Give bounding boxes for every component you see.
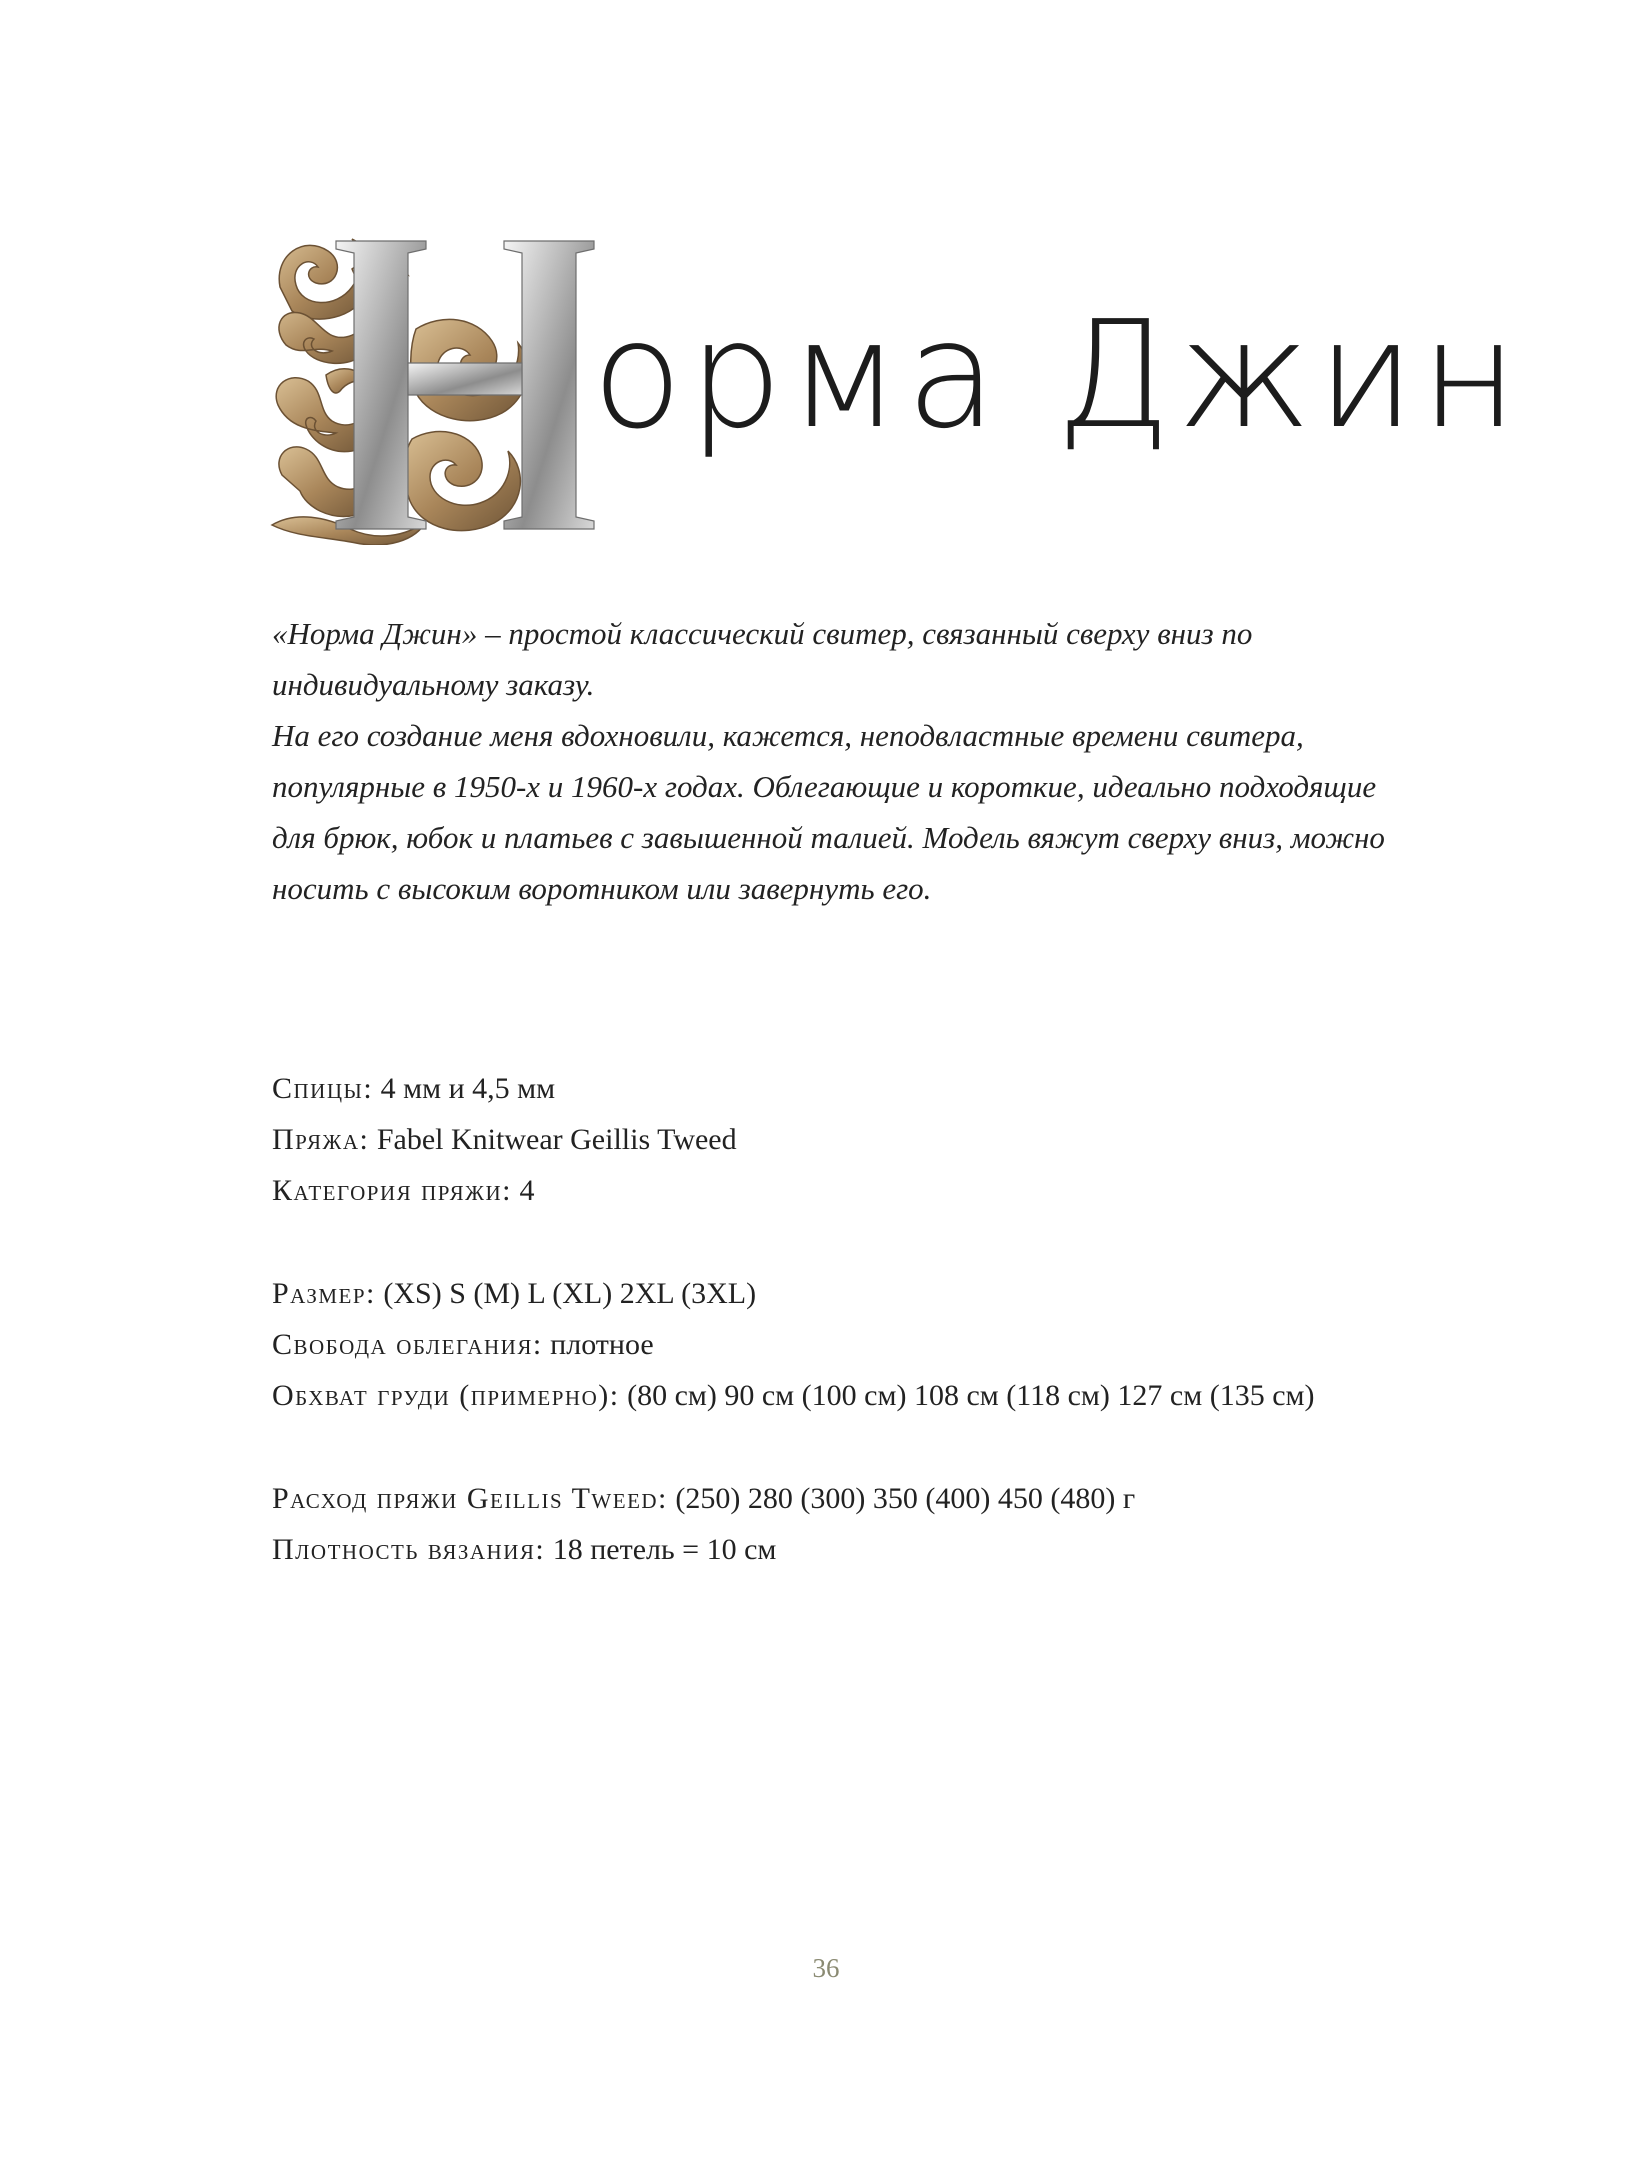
spec-value: (250) 280 (300) 350 (400) 450 (480) г [675,1482,1136,1515]
spec-fit [272,1319,1402,1370]
spec-yarn-category [272,1165,1402,1216]
spec-value: Fabel Knitwear Geillis Tweed [376,1123,737,1156]
page-number: 36 [812,1953,840,1983]
intro-paragraph: На его создание меня вдохновили, кажется, неподвластные времени свитера, популярные в 1950-х и 1960-х годах. Облегающие и короткие, идеально подходящие для брюк, юбок и платьев с завышенной талией. Модель вяжут сверху вниз, можно носить с высоким воротником или завернуть его. [272,718,1385,906]
spec-value: 4 мм и 4,5 мм [380,1072,556,1105]
spec-label: Плотность вязания: [272,1533,546,1566]
spec-chest [272,1370,1402,1421]
spec-needles [272,1063,1402,1114]
spec-value: плотное [550,1328,654,1361]
spec-value: 18 петель = 10 см [552,1533,777,1566]
spec-group-sizing [272,1268,1402,1421]
ornament-icon [266,225,611,545]
spec-gauge [272,1524,1402,1575]
pattern-specs [272,1063,1402,1627]
spec-label: Свобода облегания: [272,1328,543,1361]
spec-label: Размер: [272,1277,376,1310]
spec-label: Обхват груди (примерно): [272,1379,620,1412]
spec-label: Категория пряжи: [272,1174,512,1207]
spec-size [272,1268,1402,1319]
spec-value: (XS) S (M) L (XL) 2XL (3XL) [383,1277,757,1310]
page-title [266,225,1524,545]
spec-label: Пряжа: [272,1123,370,1156]
spec-label: Расход пряжи Geillis Tweed: [272,1482,668,1515]
spec-value: (80 см) 90 см (100 см) 108 см (118 см) 127 см (135 см) [627,1379,1315,1412]
spec-value: 4 [519,1174,535,1207]
spec-label: Спицы: [272,1072,374,1105]
spec-yarn [272,1114,1402,1165]
spec-yarn-amount [272,1473,1402,1524]
intro-text [272,608,1392,914]
ornamental-initial [266,225,611,545]
spec-group-materials [272,1063,1402,1216]
intro-paragraph: «Норма Джин» – простой классический свитер, связанный сверху вниз по индивидуальному заказу. [272,616,1253,702]
title-text: орма Джин [592,289,1524,461]
spec-group-yarn-usage [272,1473,1402,1575]
